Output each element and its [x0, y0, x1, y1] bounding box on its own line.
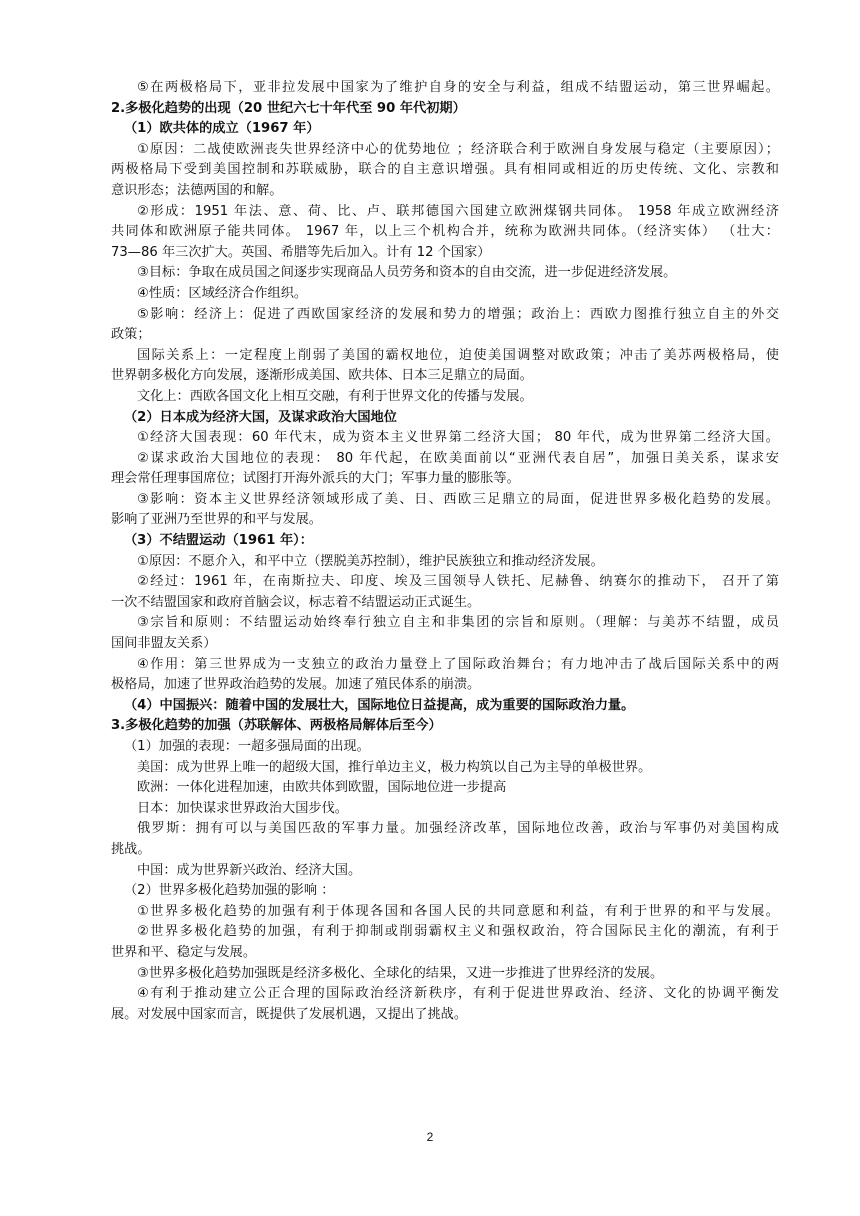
text-line: ④有利于推动建立公正合理的国际政治经济新秩序，有利于促进世界政治、经济、文化的协调平衡发 [137, 986, 779, 1002]
section-heading: 2.多极化趋势的出现（20 世纪六七十年代至 90 年代初期） [111, 100, 466, 116]
text-line: 国际关系上：一定程度上削弱了美国的霸权地位，迫使美国调整对欧政策；冲击了美苏两极格局，使 [137, 347, 779, 363]
text-line: ①世界多极化趋势的加强有利于体现各国和各国人民的共同意愿和利益，有利于世界的和平与发展。 [137, 903, 779, 919]
text-line: 美国：成为世界上唯一的超级大国，推行单边主义，极力构筑以自己为主导的单极世界。 [137, 759, 652, 775]
text-line: ③目标：争取在成员国之间逐步实现商品人员劳务和资本的自由交流，进一步促进经济发展。 [137, 265, 677, 281]
text-line: 世界朝多极化方向发展，逐渐形成美国、欧共体、日本三足鼎立的局面。 [111, 368, 533, 384]
text-line: ②世界多极化趋势的加强，有利于抑制或削弱霸权主义和强权政治，符合国际民主化的潮流，有利于 [137, 924, 779, 940]
text-line: ②谋求政治大国地位的表现： 80 年代起，在欧美面前以“亚洲代表自居”，加强日美关系，谋求安 [137, 450, 779, 466]
document-body [111, 78, 779, 1025]
text-line: ②经过：1961 年，在南斯拉夫、印度、埃及三国领导人铁托、尼赫鲁、纳赛尔的推动下， 召开了第 [137, 574, 779, 590]
text-line: ③世界多极化趋势加强既是经济多极化、全球化的结果，又进一步推进了世界经济的发展。 [137, 965, 664, 981]
text-line: ①原因：不愿介入，和平中立（摆脱美苏控制），维护民族独立和推动经济发展。 [137, 553, 604, 569]
text-line: ①经济大国表现：60 年代末，成为资本主义世界第二经济大国； 80 年代，成为世界第二经济大国。 [137, 430, 779, 446]
text-line: 展。对发展中国家而言，既提供了发展机遇，又提出了挑战。 [111, 1006, 468, 1022]
text-line: ③宗旨和原则：不结盟运动始终奉行独立自主和非集团的宗旨和原则。（理解：与美苏不结盟，成员 [137, 615, 779, 631]
text-line: （2）世界多极化趋势加强的影响 ： [124, 883, 335, 899]
text-line: ④作用：第三世界成为一支独立的政治力量登上了国际政治舞台；有力地冲击了战后国际关系中的两 [137, 656, 779, 672]
text-line: 日本：加快谋求世界政治大国步伐。 [137, 800, 348, 816]
text-line: 国间非盟友关系） [111, 636, 217, 652]
text-line: 理会常任理事国席位；试图打开海外派兵的大门；军事力量的膨胀等。 [111, 471, 520, 487]
subsection-heading: （3）不结盟运动（1961 年）： [124, 533, 313, 549]
text-line: 两极格局下受到美国控制和苏联威胁，联合的自主意识增强。具有相同或相近的历史传统、文化、宗教和 [111, 162, 779, 178]
text-line: （1）加强的表现：一超多强局面的出现。 [124, 739, 370, 754]
subsection-heading: （4）中国振兴：随着中国的发展壮大，国际地位日益提高，成为重要的国际政治力量。 [124, 697, 635, 713]
text-line: 73—86 年三次扩大。英国、希腊等先后加入。计有 12 个国家） [111, 244, 491, 260]
text-line: 一次不结盟国家和政府首脑会议，标志着不结盟运动正式诞生。 [111, 594, 481, 610]
text-line: 政策； [111, 327, 151, 343]
text-line: 文化上：西欧各国文化上相互交融，有利于世界文化的传播与发展。 [137, 388, 533, 404]
subsection-heading: （1）欧共体的成立（1967 年） [124, 121, 320, 137]
text-line: 中国：成为世界新兴政治、经济大国。 [137, 862, 362, 878]
section-heading: 3.多极化趋势的加强（苏联解体、两极格局解体后至今） [111, 718, 442, 734]
page-number: 2 [426, 1130, 434, 1144]
text-line: ④性质：区域经济合作组织。 [137, 285, 308, 301]
text-line: 影响了亚洲乃至世界的和平与发展。 [111, 512, 322, 528]
text-line: 极格局，加速了世界政治趋势的发展。加速了殖民体系的崩溃。 [111, 677, 481, 693]
text-line: ②形成：1951 年法、意、荷、比、卢、联邦德国六国建立欧洲煤钢共同体。 1958 年成立欧洲经济 [137, 203, 779, 219]
text-line: 欧洲：一体化进程加速，由欧共体到欧盟，国际地位进一步提高 [137, 780, 507, 796]
text-line: 俄罗斯：拥有可以与美国匹敌的军事力量。加强经济改革，国际地位改善，政治与军事仍对美国构成 [137, 821, 779, 837]
text-line: ⑤在两极格局下，亚非拉发展中国家为了维护自身的安全与利益，组成不结盟运动，第三世界崛起。 [137, 80, 779, 95]
text-line: 意识形态；法德两国的和解。 [111, 182, 283, 198]
subsection-heading: （2）日本成为经济大国，及谋求政治大国地位 [124, 409, 397, 425]
text-line: ⑤影响：经济上：促进了西欧国家经济的发展和势力的增强；政治上：西欧力图推行独立自主的外交 [137, 306, 779, 322]
text-line: ①原因：二战使欧洲丧失世界经济中心的优势地位 ；经济联合利于欧洲自身发展与稳定（主要原因）； [137, 141, 779, 157]
text-line: ③影响：资本主义世界经济领域形成了美、日、西欧三足鼎立的局面，促进世界多极化趋势的发展。 [137, 491, 779, 507]
text-line: 世界和平、稳定与发展。 [111, 944, 257, 960]
text-line: 共同体和欧洲原子能共同体。 1967 年，以上三个机构合并，统称为欧洲共同体。（经济实体） （壮大： [111, 224, 779, 240]
text-line: 挑战。 [111, 841, 151, 857]
